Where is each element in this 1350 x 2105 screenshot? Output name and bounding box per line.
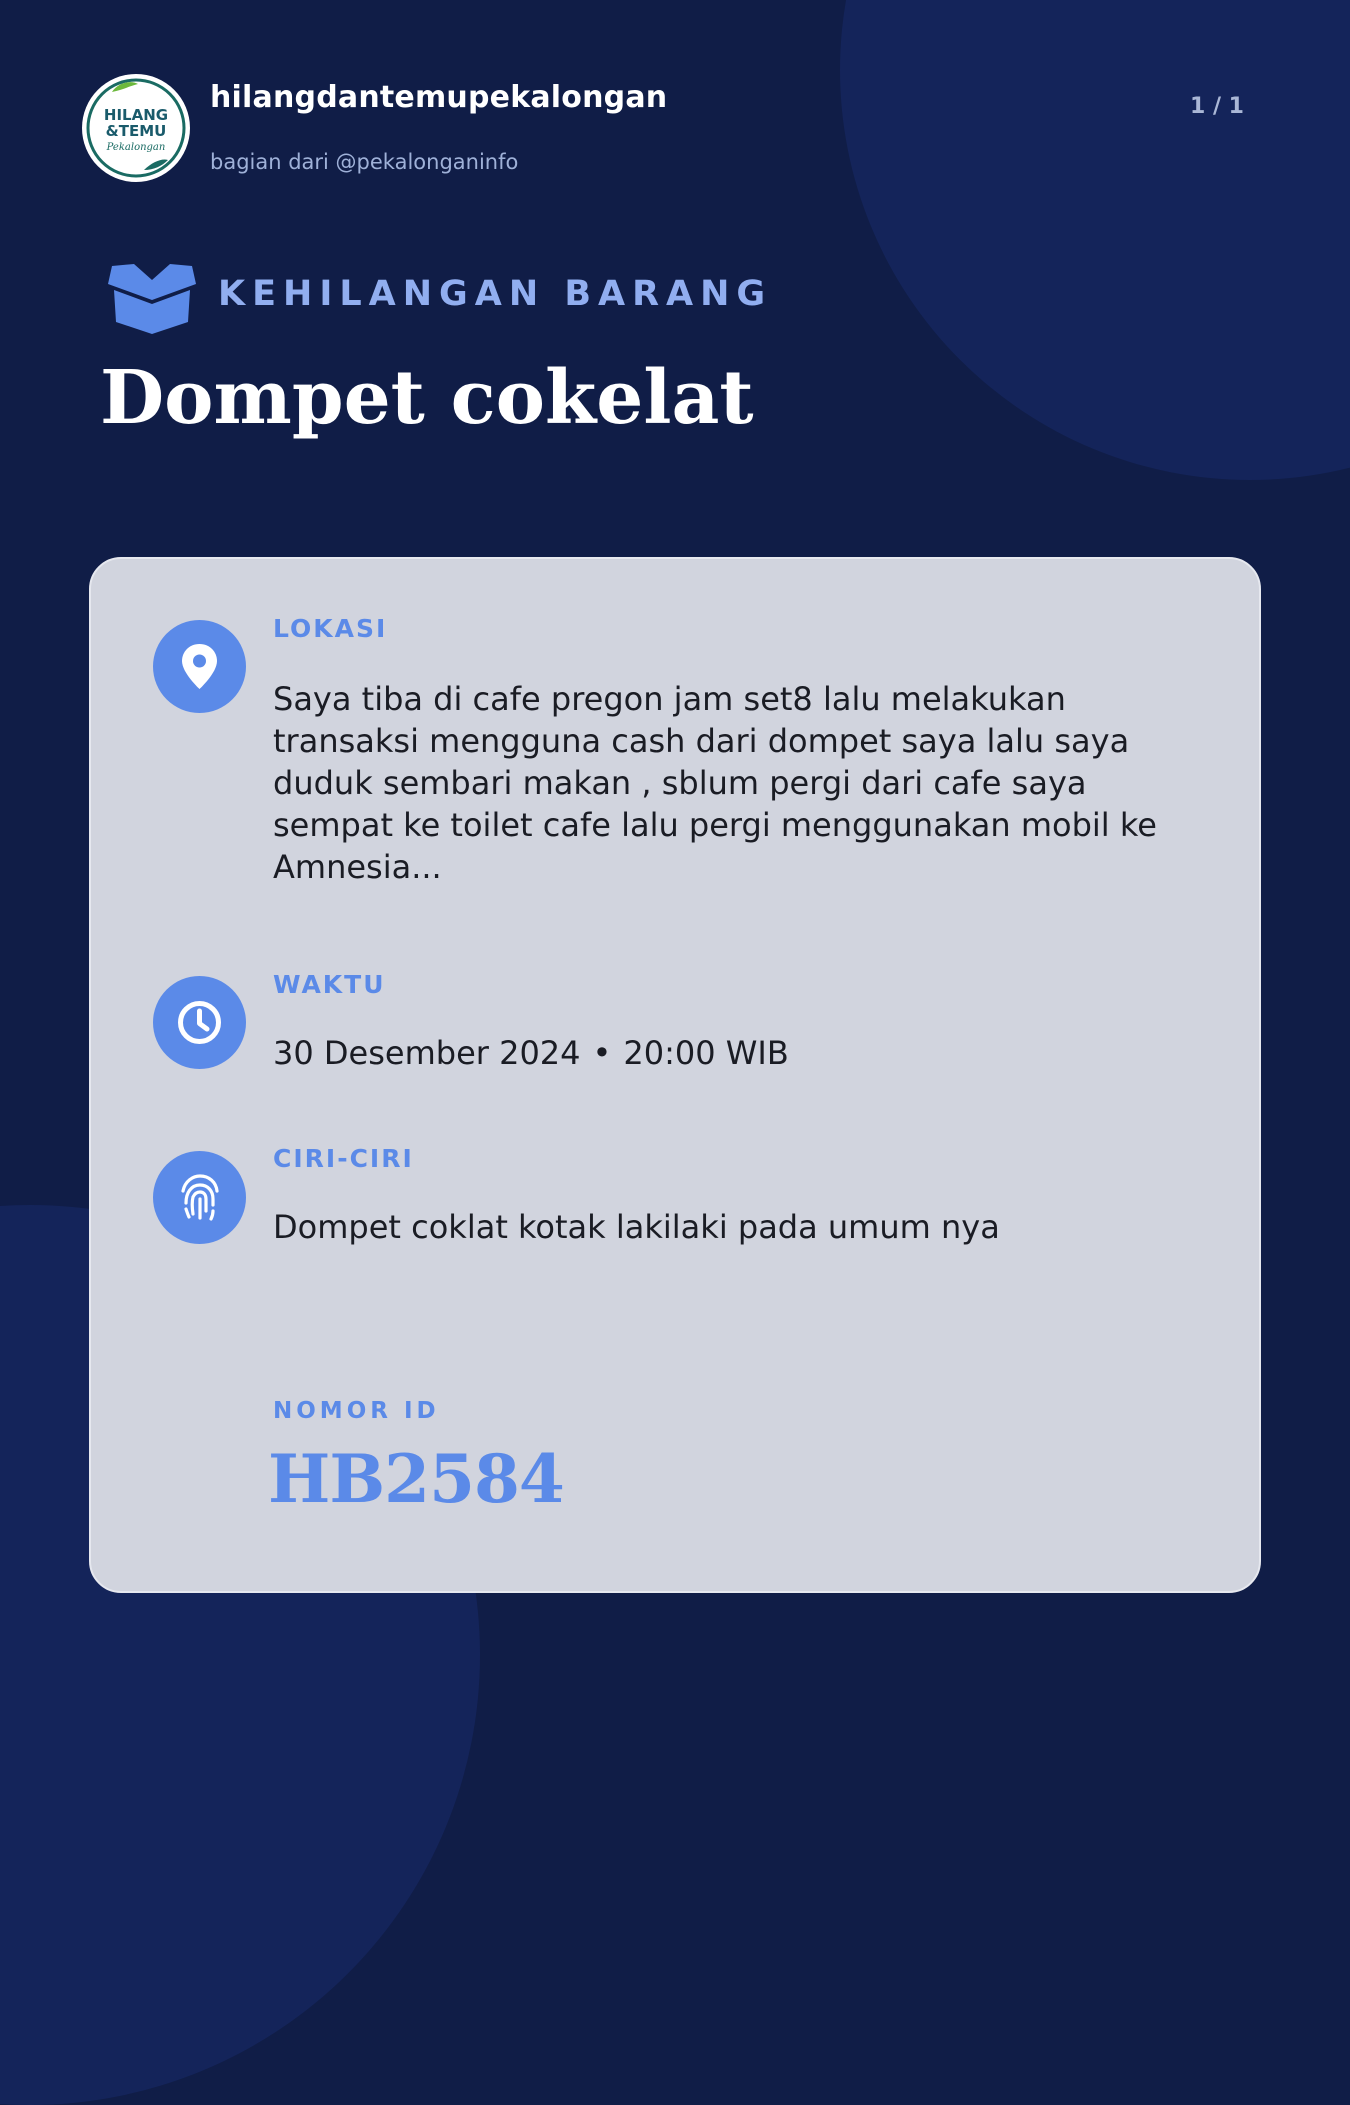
id-label: NOMOR ID: [273, 1398, 440, 1424]
id-value: HB2584: [268, 1440, 564, 1518]
location-value: Saya tiba di cafe pregon jam set8 lalu melakukan transaksi mengguna cash dari dompet saya lalu saya duduk sembari makan , sblum pergi dari cafe saya sempat ke toilet cafe lalu pergi menggunakan mobil ke Amnesia...: [273, 680, 1157, 886]
logo-text-line3: Pekalongan: [106, 142, 166, 153]
category-label: KEHILANGAN BARANG: [218, 274, 773, 314]
open-box-icon: [102, 262, 202, 338]
background-circle-top: [840, 0, 1350, 480]
time-date: 30 Desember 2024: [273, 1034, 581, 1072]
location-icon-badge: [153, 620, 246, 713]
page-indicator: 1 / 1: [1190, 94, 1244, 119]
post-title: Dompet cokelat: [100, 355, 754, 441]
avatar[interactable]: [82, 74, 190, 182]
account-subline: bagian dari @pekalonganinfo: [210, 150, 519, 174]
time-hour: 20:00 WIB: [623, 1034, 789, 1072]
traits-label: CIRI-CIRI: [273, 1144, 414, 1173]
username[interactable]: hilangdantemupekalongan: [210, 80, 668, 115]
time-value: [273, 1032, 1213, 1074]
location-pin-icon: [153, 620, 246, 713]
time-icon-badge: [153, 976, 246, 1069]
logo-text-line2: &TEMU: [105, 122, 167, 140]
time-separator: •: [592, 1034, 612, 1072]
hilang-temu-logo: [82, 74, 190, 182]
fingerprint-icon: [153, 1151, 246, 1244]
traits-value: Dompet coklat kotak lakilaki pada umum nya: [273, 1208, 1000, 1246]
traits-icon-badge: [153, 1151, 246, 1244]
clock-icon: [153, 976, 246, 1069]
time-label: WAKTU: [273, 970, 386, 999]
logo-text-line1: HILANG: [103, 106, 169, 124]
location-label: LOKASI: [273, 614, 388, 643]
